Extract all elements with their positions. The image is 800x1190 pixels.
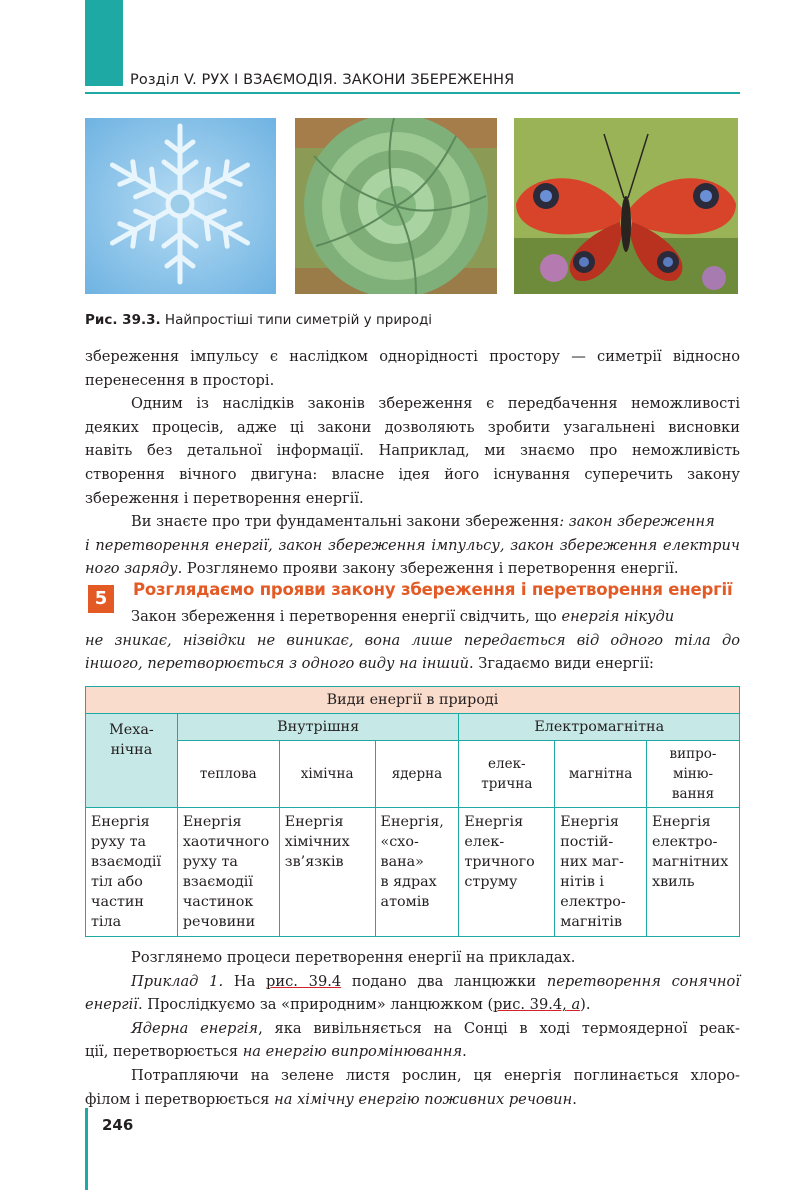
figure-link[interactable] [493,996,580,1013]
figure-link[interactable]: рис. 39.4 [266,972,342,990]
header-electromagnetic: Електромагнітна [459,714,740,741]
text-run: не зникає, нізвідки не виникає, вона лише передається від одного тіла до [85,631,740,649]
cell-line: Енергія [182,814,242,830]
text-run: Ядерна енергія [131,1019,259,1037]
text-line: Одним із наслідків законів збереження є передбачення неможливості [131,395,740,413]
text-run: філом і перетворюється [85,1090,275,1108]
header-mechanical [86,714,178,808]
text-run: а [566,996,581,1014]
cell-line: Енергія [652,814,711,830]
cell-line: постій- [560,834,614,850]
cell-line: взаємодії [182,874,253,890]
text-run: : закон збереження [559,513,715,531]
body-text-block-3 [85,946,740,1111]
text-line [85,1040,740,1064]
snowflake-photo [85,118,276,294]
text-line: перенесення в просторі. [85,371,275,389]
caption-label: Рис. 39.3. [85,312,161,328]
spiral-aloe-photo [295,118,497,294]
header-internal: Внутрішня [177,714,459,741]
desc-chemical [279,808,375,937]
text-run: Ви знаєте про три фундаментальні закони збереження [131,513,560,531]
caption-text: Найпростіші типи симетрій у природі [164,312,433,328]
text-line: створення вічного двигуна: власне ідея його існування суперечить закону [85,465,740,483]
header-line: міню- [672,766,714,782]
text-run: . [572,1090,577,1108]
text-line [85,557,740,581]
desc-magnetic [555,808,647,937]
cell-line: Енергія, [380,814,444,830]
figure-caption [85,312,432,328]
text-line [85,970,740,994]
header-magnetic: магнітна [555,741,647,808]
text-line: збереження і перетворення енергії. [85,489,364,507]
body-text-block-2 [85,605,740,676]
text-run: . Згадаємо види енергії: [469,655,654,673]
section-number-badge: 5 [88,585,114,613]
text-run: . Прослідкуємо за «природним» ланцюжком ( [137,996,494,1014]
text-run: На [223,972,267,990]
cell-line: них маг- [560,854,624,870]
text-line [85,1017,740,1041]
cell-line: струму [464,874,518,890]
cell-line: зв’язків [284,854,344,870]
desc-radiation [647,808,740,937]
cell-line: руху та [182,854,238,870]
chapter-tab-marker [85,0,123,86]
text-run: перетворення сонячної [546,972,740,990]
cell-line: в ядрах [380,874,437,890]
cell-line: магнітних [652,854,729,870]
header-rule [85,92,740,94]
text-run: Закон збереження і перетворення енергії свідчить, що [131,608,557,625]
running-header: Розділ V. РУХ І ВЗАЄМОДІЯ. ЗАКОНИ ЗБЕРЕЖЕННЯ [130,72,515,88]
header-radiation [647,741,740,808]
text-run: енергія нікуди [561,608,675,625]
cell-line: нітів і [560,874,604,890]
cell-line: магнітів [560,914,623,930]
cell-line: вана» [380,854,424,870]
text-line [85,1088,740,1112]
cell-line: «схо- [380,834,419,850]
energy-types-table [85,686,740,937]
header-line: Меха- [109,722,154,738]
page-footer-bar [85,1108,88,1190]
cell-line: хаотичного [182,834,270,850]
text-run: . Розглянемо прояви закону збереження і перетворення енергії. [177,560,679,578]
butterfly-photo [514,118,738,294]
text-line [85,605,740,629]
header-thermal: теплова [177,741,279,808]
text-run: на хімічну енергію поживних речовин [274,1090,573,1108]
header-chemical: хімічна [279,741,375,808]
text-line: деяких процесів, адже ці закони дозволяють зробити узагальнені висновки [85,418,740,436]
text-line: навіть без детальної інформації. Наприклад, ми знаємо про неможливість [85,442,740,460]
text-line [85,510,740,534]
text-line [85,652,740,676]
desc-thermal [177,808,279,937]
text-line: Розглянемо процеси перетворення енергії на прикладах. [131,949,576,966]
text-run: і перетворення енергії, закон збереження імпульсу, закон збереження електрич [85,536,740,554]
cell-line: Енергія [560,814,619,830]
text-line [85,629,740,653]
text-run: Приклад 1. [131,972,224,990]
text-run: на енергію випромінювання [242,1043,463,1061]
cell-line: тіла [91,914,122,930]
cell-line: тричного [464,854,535,870]
section-heading: Розглядаємо прояви закону збереження і перетворення енергії [133,580,733,599]
body-text-block-1 [85,345,740,581]
cell-line: Енергія [464,814,524,830]
text-run: подано два ланцюжки [341,972,547,990]
text-line [85,534,740,558]
text-run: ). [580,996,591,1014]
cell-line: хімічних [284,834,350,850]
text-line [85,993,740,1017]
cell-line: Енергія [284,814,344,830]
cell-line: взаємодії [91,854,162,870]
text-line: збереження імпульсу є наслідком однорідності простору — симетрії відносно [85,348,740,365]
table-title: Види енергії в природі [86,687,740,714]
cell-line: хвиль [652,874,695,890]
cell-line: елек- [464,834,505,850]
header-line: нічна [110,742,153,758]
text-run: , яка вивільняється на Сонці в ході термоядерної реак- [258,1019,740,1037]
text-run: ного заряду [85,560,178,578]
text-run: іншого, перетворюється з одного виду на інший [85,655,470,673]
header-line: трична [481,776,533,792]
cell-line: руху та [91,834,147,850]
header-line: вання [671,786,715,802]
text-run: . [462,1043,467,1061]
cell-line: частинок [182,894,254,910]
text-line: Потрапляючи на зелене листя рослин, ця енергія поглинається хлоро- [131,1066,740,1084]
cell-line: тіл або [91,874,143,890]
desc-nuclear [375,808,459,937]
cell-line: атомів [380,894,430,910]
desc-electric [459,808,555,937]
cell-line: електро- [652,834,718,850]
header-electric [459,741,555,808]
header-line: елек- [488,756,526,772]
cell-line: Енергія [91,814,150,830]
text-run: ції, перетворюється [85,1043,243,1061]
header-line: випро- [669,746,717,762]
desc-mechanical [86,808,178,937]
cell-line: електро- [560,894,626,910]
header-nuclear: ядерна [375,741,459,808]
cell-line: частин [91,894,144,910]
page-number: 246 [102,1116,134,1134]
cell-line: речовини [182,914,256,930]
text-run: рис. 39.4, [493,996,567,1014]
text-run: енергії [85,996,138,1014]
